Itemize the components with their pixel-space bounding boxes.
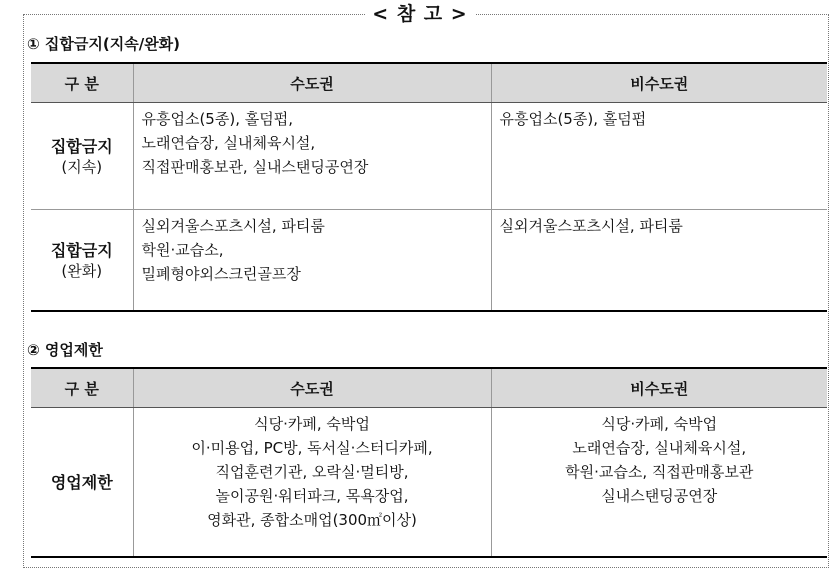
row-label-cell bbox=[31, 408, 133, 558]
table-header-row bbox=[31, 368, 827, 408]
box-title: < 참 고 > bbox=[365, 2, 475, 28]
row-label-cell bbox=[31, 210, 133, 312]
row-label: 집합금지 bbox=[50, 136, 113, 156]
cell-line: 유흥업소(5종), 홀덤펍, bbox=[141, 110, 293, 128]
header-noncapital: 비수도권 bbox=[491, 63, 827, 103]
cell-line: 식당·카페, 숙박업 bbox=[601, 415, 718, 433]
row-label: 집합금지 bbox=[50, 240, 113, 260]
table-row bbox=[31, 408, 827, 558]
row-sublabel: (지속) bbox=[61, 157, 103, 176]
table-header-row bbox=[31, 63, 827, 103]
section1-heading: ① 집합금지(지속/완화) bbox=[27, 35, 181, 53]
section2-heading: ② 영업제한 bbox=[27, 341, 103, 359]
gathering-ban-table bbox=[31, 62, 827, 312]
capital-cell bbox=[133, 408, 491, 558]
capital-cell bbox=[133, 103, 491, 210]
cell-line: 이·미용업, PC방, 독서실·스터디카페, bbox=[191, 439, 433, 457]
cell-line: 놀이공원·워터파크, 목욕장업, bbox=[215, 487, 409, 505]
cell-line: 영화관, 종합소매업(300㎡이상) bbox=[207, 511, 417, 529]
table-row bbox=[31, 103, 827, 210]
capital-cell bbox=[133, 210, 491, 312]
cell-line: 밀폐형야외스크린골프장 bbox=[141, 265, 301, 283]
row-label: 영업제한 bbox=[50, 472, 113, 492]
cell-line: 실외겨울스포츠시설, 파티룸 bbox=[499, 217, 683, 235]
header-noncapital: 비수도권 bbox=[491, 368, 827, 408]
business-restriction-table bbox=[31, 367, 827, 558]
cell-line: 유흥업소(5종), 홀덤펍 bbox=[499, 110, 647, 128]
row-label-cell bbox=[31, 103, 133, 210]
row-sublabel: (완화) bbox=[61, 261, 103, 280]
cell-line: 실내스탠딩공연장 bbox=[601, 487, 718, 505]
header-category: 구 분 bbox=[31, 368, 133, 408]
cell-line: 실외겨울스포츠시설, 파티룸 bbox=[141, 217, 325, 235]
noncapital-cell bbox=[491, 408, 827, 558]
header-capital: 수도권 bbox=[133, 63, 491, 103]
header-category: 구 분 bbox=[31, 63, 133, 103]
table-row bbox=[31, 210, 827, 312]
cell-line: 직업훈련기관, 오락실·멀티방, bbox=[215, 463, 409, 481]
cell-line: 학원·교습소, bbox=[141, 241, 224, 259]
header-capital: 수도권 bbox=[133, 368, 491, 408]
cell-line: 직접판매홍보관, 실내스탠딩공연장 bbox=[141, 158, 369, 176]
cell-line: 학원·교습소, 직접판매홍보관 bbox=[565, 463, 754, 481]
cell-line: 노래연습장, 실내체육시설, bbox=[141, 134, 316, 152]
noncapital-cell bbox=[491, 103, 827, 210]
noncapital-cell bbox=[491, 210, 827, 312]
cell-line: 노래연습장, 실내체육시설, bbox=[572, 439, 747, 457]
cell-line: 식당·카페, 숙박업 bbox=[254, 415, 370, 433]
